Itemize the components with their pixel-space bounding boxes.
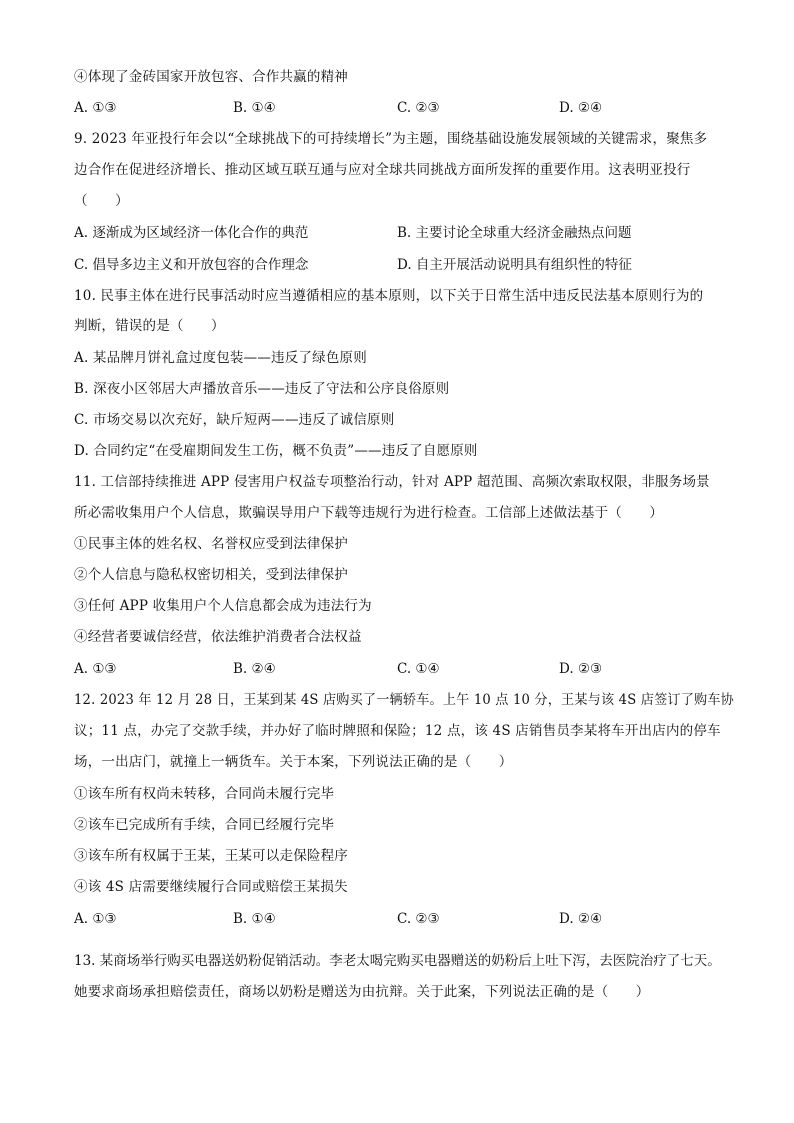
q8-option-a: A. ①③: [74, 100, 117, 116]
q11-option-c: C. ①④: [397, 661, 440, 677]
q12-item-2: ②该车已完成所有手续，合同已经履行完毕: [74, 817, 335, 833]
q10-stem-line2: 判断，错误的是（ ）: [74, 318, 225, 334]
q10-option-b: B. 深夜小区邻居大声播放音乐——违反了守法和公序良俗原则: [74, 381, 450, 397]
q12-option-a: A. ①③: [74, 911, 117, 927]
q9-stem-line2: 边合作在促进经济增长、推动区域互联互通与应对全球共同挑战方面所发挥的重要作用。这表明亚投行: [74, 162, 691, 178]
q10-option-c: C. 市场交易以次充好，缺斤短两——违反了诚信原则: [74, 412, 395, 428]
q9-option-b: B. 主要讨论全球重大经济金融热点问题: [397, 225, 632, 241]
q10-option-d: D. 合同约定“在受雇期间发生工伤，概不负责”——违反了自愿原则: [74, 443, 478, 459]
q11-stem-line2: 所必需收集用户个人信息，欺骗误导用户下载等违规行为进行检查。工信部上述做法基于（ ）: [74, 505, 664, 521]
q9-stem-line3: （ ）: [74, 193, 129, 209]
q12-item-1: ①该车所有权尚未转移，合同尚未履行完毕: [74, 786, 335, 802]
q8-option-c: C. ②③: [397, 100, 440, 116]
q9-option-d: D. 自主开展活动说明具有组织性的特征: [397, 257, 632, 273]
q11-stem-line1: 11. 工信部持续推进 APP 侵害用户权益专项整治行动，针对 APP 超范围、高频次索取权限，非服务场景: [74, 474, 710, 490]
q12-option-d: D. ②④: [559, 911, 603, 927]
q11-option-b: B. ②④: [233, 661, 276, 677]
q12-option-c: C. ②③: [397, 911, 440, 927]
q9-stem-line1: 9. 2023 年亚投行年会以“全球挑战下的可持续增长”为主题，围绕基础设施发展领域的关键需求，聚焦多: [74, 131, 708, 147]
q12-stem-line2: 议；11 点，办完了交款手续，并办好了临时牌照和保险；12 点，该 4S 店销售员李某将车开出店内的停车: [74, 723, 721, 739]
q8-option-b: B. ①④: [233, 100, 276, 116]
q10-stem-line1: 10. 民事主体在进行民事活动时应当遵循相应的基本原则，以下关于日常生活中违反民法基本原则行为的: [74, 288, 704, 304]
q11-item-3: ③任何 APP 收集用户个人信息都会成为违法行为: [74, 598, 372, 614]
q8-item-4: ④体现了金砖国家开放包容、合作共赢的精神: [74, 69, 348, 85]
q12-item-4: ④该 4S 店需要继续履行合同或赔偿王某损失: [74, 879, 348, 895]
q9-option-a: A. 逐渐成为区域经济一体化合作的典范: [74, 225, 309, 241]
q12-stem-line1: 12. 2023 年 12 月 28 日，王某到某 4S 店购买了一辆轿车。上午 10 点 10 分，王某与该 4S 店签订了购车协: [74, 692, 734, 708]
q9-option-c: C. 倡导多边主义和开放包容的合作理念: [74, 257, 309, 273]
q11-item-1: ①民事主体的姓名权、名誉权应受到法律保护: [74, 536, 348, 552]
q8-option-d: D. ②④: [559, 100, 603, 116]
q11-option-d: D. ②③: [559, 661, 603, 677]
q11-item-4: ④经营者要诚信经营，依法维护消费者合法权益: [74, 629, 362, 645]
q13-stem-line2: 她要求商场承担赔偿责任，商场以奶粉是赠送为由抗辩。关于此案，下列说法正确的是（ ）: [74, 984, 650, 1000]
q12-stem-line3: 场，一出店门，就撞上一辆货车。关于本案，下列说法正确的是（ ）: [74, 754, 513, 770]
q12-option-b: B. ①④: [233, 911, 276, 927]
q10-option-a: A. 某品牌月饼礼盒过度包装——违反了绿色原则: [74, 350, 367, 366]
q11-option-a: A. ①③: [74, 661, 117, 677]
q11-item-2: ②个人信息与隐私权密切相关，受到法律保护: [74, 567, 348, 583]
q13-stem-line1: 13. 某商场举行购买电器送奶粉促销活动。李老太喝完购买电器赠送的奶粉后上吐下泻，去医院治疗了七天。: [74, 953, 721, 969]
q12-item-3: ③该车所有权属于王某，王某可以走保险程序: [74, 848, 348, 864]
